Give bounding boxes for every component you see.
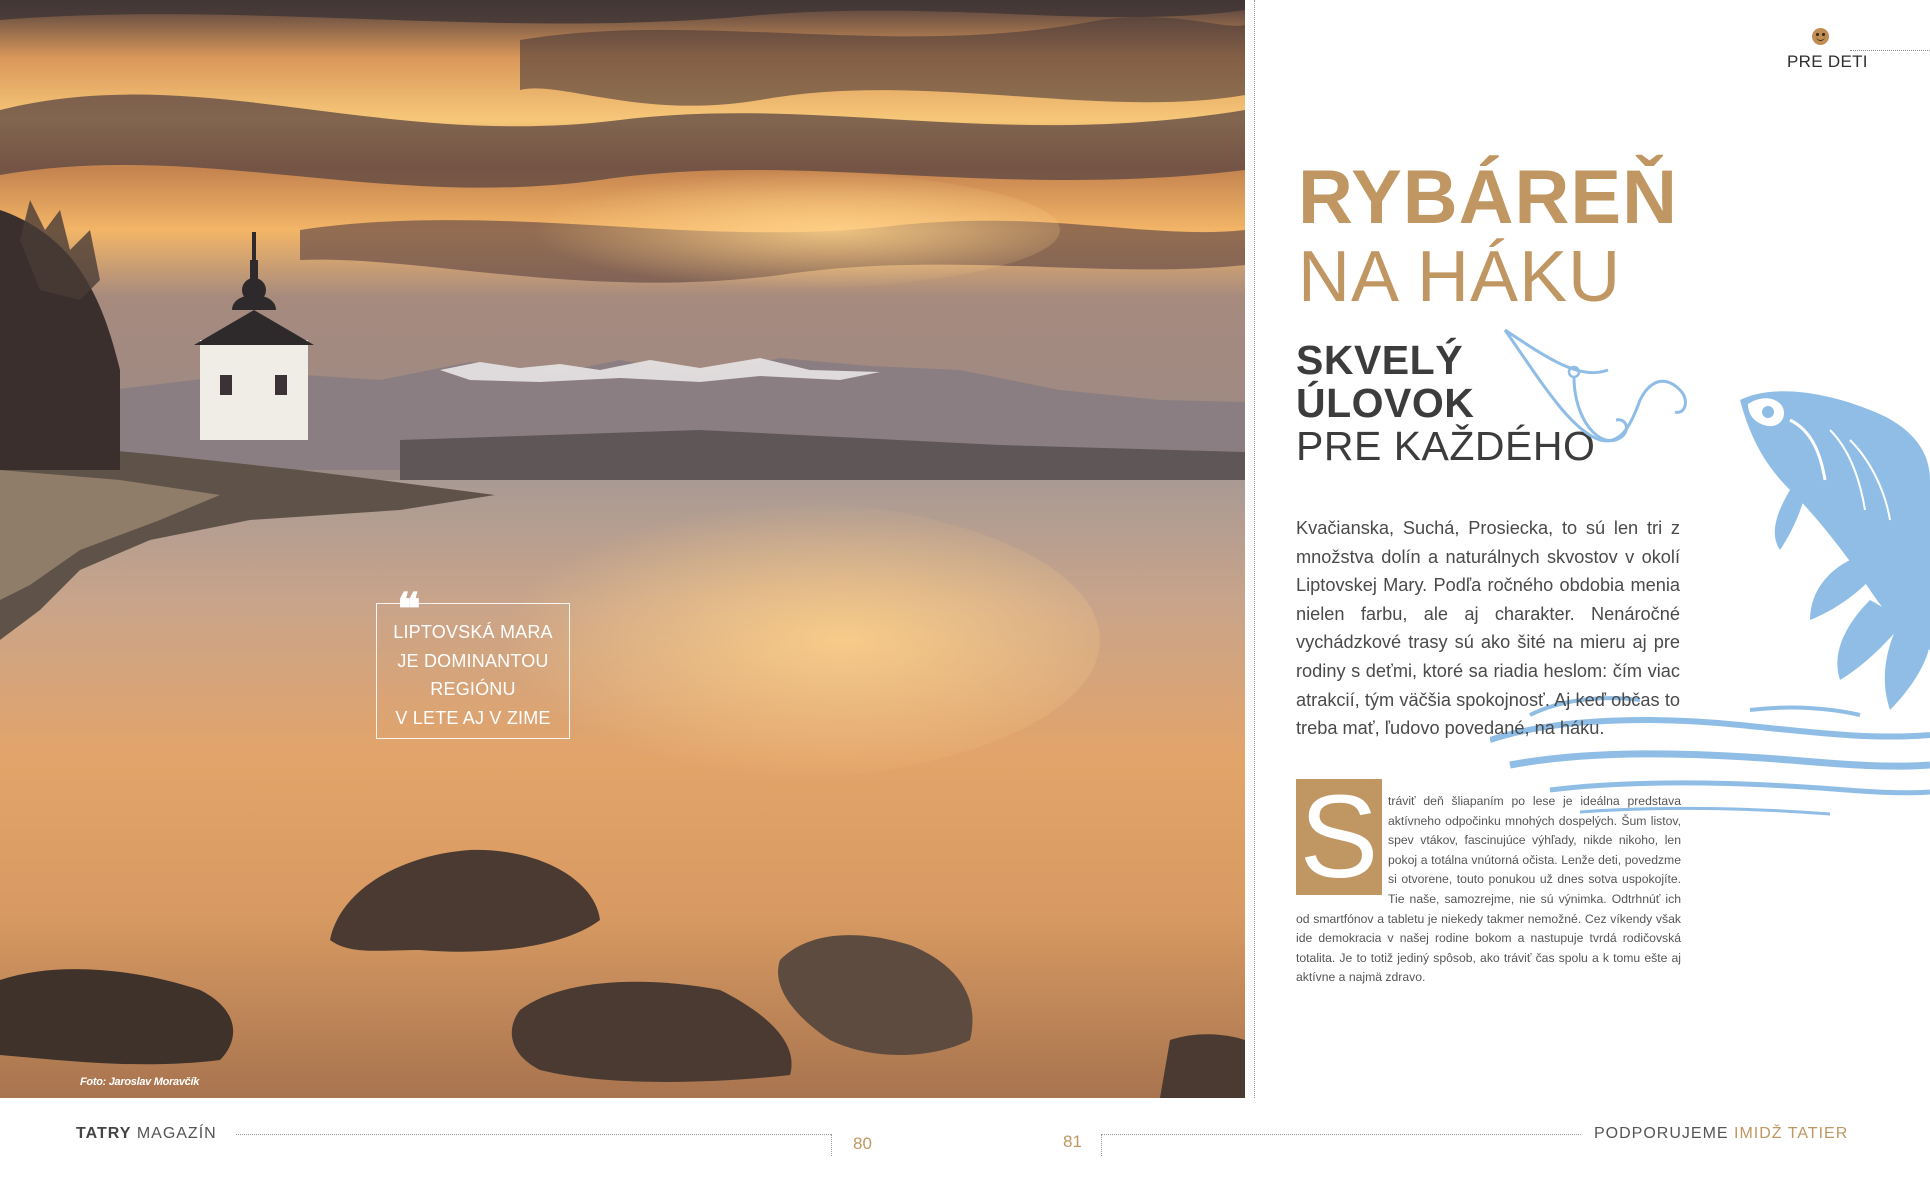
article-subtitle-line1: SKVELÝ bbox=[1296, 337, 1464, 383]
article-lead: Kvačianska, Suchá, Prosiecka, to sú len tri z množstva dolín a naturálnych skvostov v okolí Liptovskej Mary. Podľa ročného obdobia menia nielen farbu, ale aj charakter. Nenáročné vychádzkové trasy sú ako šité na mieru aj pre rodiny s deťmi, ktoré sa riadia heslom: čím viac atrakcií, tým väčšia spokojnosť. Aj keď občas to treba mať, ľudovo povedané, na háku. bbox=[1296, 518, 1680, 739]
section-tag-divider bbox=[1850, 50, 1930, 51]
footer-magazine-name bbox=[76, 1125, 217, 1143]
footer-slogan-text: PODPORUJEME bbox=[1594, 1125, 1729, 1142]
section-tag: PRE DETI bbox=[1787, 52, 1868, 71]
pull-quote bbox=[376, 584, 570, 739]
footer-brand: TATRY bbox=[76, 1125, 132, 1142]
drop-cap-letter: S bbox=[1299, 771, 1379, 903]
pull-quote-line: REGIÓNU bbox=[430, 679, 516, 699]
article-subtitle-line3: PRE KAŽDÉHO bbox=[1296, 423, 1596, 469]
photo-credit: Foto: Jaroslav Moravčík bbox=[80, 1076, 200, 1088]
footer-slogan bbox=[1594, 1125, 1848, 1143]
drop-cap-spacer bbox=[1296, 792, 1388, 907]
footer-brand-suffix: MAGAZÍN bbox=[136, 1125, 217, 1142]
footer-tick-right bbox=[1101, 1134, 1102, 1156]
quote-mark-icon: ❝ bbox=[397, 584, 421, 635]
smile-icon bbox=[1812, 28, 1829, 45]
footer-rule-left bbox=[236, 1134, 831, 1135]
article-body bbox=[1296, 792, 1681, 988]
pull-quote-line: V LETE AJ V ZIME bbox=[395, 707, 551, 728]
footer-tick-left bbox=[831, 1134, 832, 1156]
article-body-text: tráviť deň šliapaním po lese je ideálna predstava aktívneho odpočinku mnohých dospelých. Šum listov, spev vtákov, fascinujúce výhľady, nikde nikoho, len pokoj a totálna vnútorná očista. Lenže deti, povedzme si otvorene, touto ponukou už dnes sotva uspokojíte. Tie naše, samozrejme, nie sú výnimka. Odtrhnúť ich od smartfónov a tabletu je niekedy takmer nemožné. Cez víkendy však ide demokracia v našej rodine bokom a nastupuje tvrdá rodičovská totalita. Je to totiž jediný spôsob, ako tráviť čas spolu a k tomu ešte aj aktívne a najmä zdravo. bbox=[1296, 794, 1681, 985]
article-subtitle-line2: ÚLOVOK bbox=[1296, 380, 1475, 426]
footer-slogan-accent: IMIDŽ TATIER bbox=[1734, 1125, 1849, 1142]
page-number-left: 80 bbox=[853, 1134, 872, 1153]
spine-divider bbox=[1254, 0, 1255, 1098]
pull-quote-line: LIPTOVSKÁ MARA bbox=[393, 622, 553, 642]
page-number-right: 81 bbox=[1063, 1132, 1082, 1151]
pull-quote-text bbox=[377, 618, 569, 732]
article-title-line2: NA HÁKU bbox=[1298, 237, 1622, 317]
footer-rule-right bbox=[1101, 1134, 1581, 1135]
article-title-line1: RYBÁREŇ bbox=[1298, 155, 1678, 240]
pull-quote-line: JE DOMINANTOU bbox=[397, 650, 549, 671]
